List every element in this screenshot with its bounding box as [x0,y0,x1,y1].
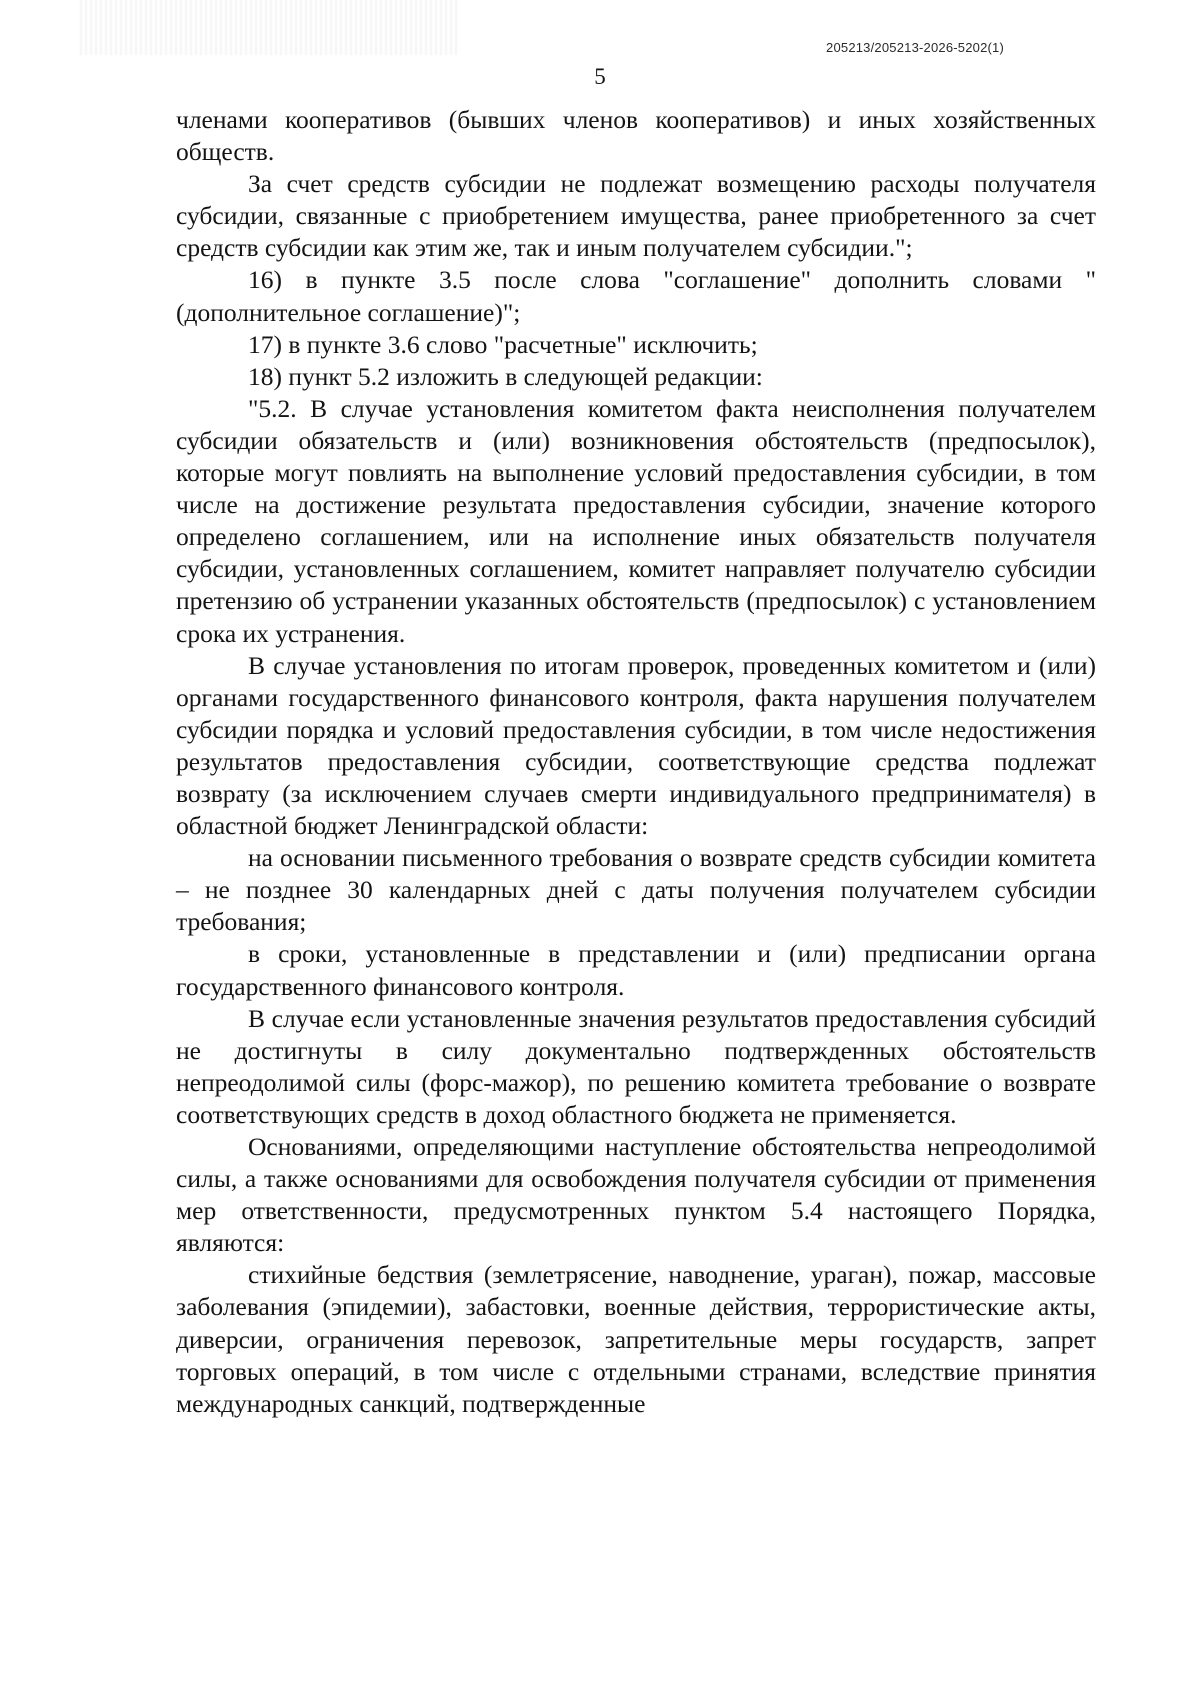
page-number: 5 [594,64,606,89]
document-id: 205213/205213-2026-5202(1) [826,40,1004,55]
paragraph: В случае установления по итогам проверок, проведенных комитетом и (или) органами государственного финансового контроля, факта нарушения получателем субсидии порядка и условий предоставления субсидии, в том числе недостижения результатов предоставления субсидии, соответствующие средства подлежат возврату (за исключением случаев смерти индивидуального предпринимателя) в областной бюджет Ленинградской области: [176,650,1096,841]
paragraph: 18) пункт 5.2 изложить в следующей редакции: [248,361,763,391]
paragraph: За счет средств субсидии не подлежат возмещению расходы получателя субсидии, связанные с приобретением имущества, ранее приобретенного за счет средств субсидии как этим же, так и иным получателем субсидии."; [176,169,1096,263]
scan-artifact [80,0,460,55]
paragraph: Основаниями, определяющими наступление обстоятельства непреодолимой силы, а также основаниями для освобождения получателя субсидии от применения мер ответственности, предусмотренных пунктом 5.4 настоящего Порядка, являются: [176,1132,1096,1258]
paragraph: в сроки, установленные в представлении и (или) предписании органа государственного финансового контроля. [176,939,1096,1001]
paragraph: на основании письменного требования о возврате средств субсидии комитета – не позднее 30 календарных дней с даты получения получателем субсидии требования; [176,843,1096,937]
paragraph: 17) в пункте 3.6 слово "расчетные" исключить; [248,329,758,359]
paragraph: стихийные бедствия (землетрясение, наводнение, ураган), пожар, массовые заболевания (эпидемии), забастовки, военные действия, террористические акты, диверсии, ограничения перевозок, запретительные меры государств, запрет торговых операций, в том числе с отдельными странами, вследствие принятия международных санкций, подтвержденные [176,1260,1096,1418]
paragraph: членами кооперативов (бывших членов кооперативов) и иных хозяйственных обществ. [176,105,1096,167]
document-body [176,104,1096,1420]
paragraph: "5.2. В случае установления комитетом факта неисполнения получателем субсидии обязательств и (или) возникновения обстоятельств (предпосылок), которые могут повлиять на выполнение условий предоставления субсидии, в том числе на достижение результата предоставления субсидии, значение которого определено соглашением, или на исполнение иных обязательств получателя субсидии, установленных соглашением, комитет направляет получателю субсидии претензию об устранении указанных обстоятельств (предпосылок) с установлением срока их устранения. [176,393,1096,648]
paragraph: В случае если установленные значения результатов предоставления субсидий не достигнуты в силу документально подтвержденных обстоятельств непреодолимой силы (форс-мажор), по решению комитета требование о возврате соответствующих средств в доход областного бюджета не применяется. [176,1003,1096,1129]
paragraph: 16) в пункте 3.5 после слова "соглашение" дополнить словами "(дополнительное соглашение)"; [176,265,1096,327]
